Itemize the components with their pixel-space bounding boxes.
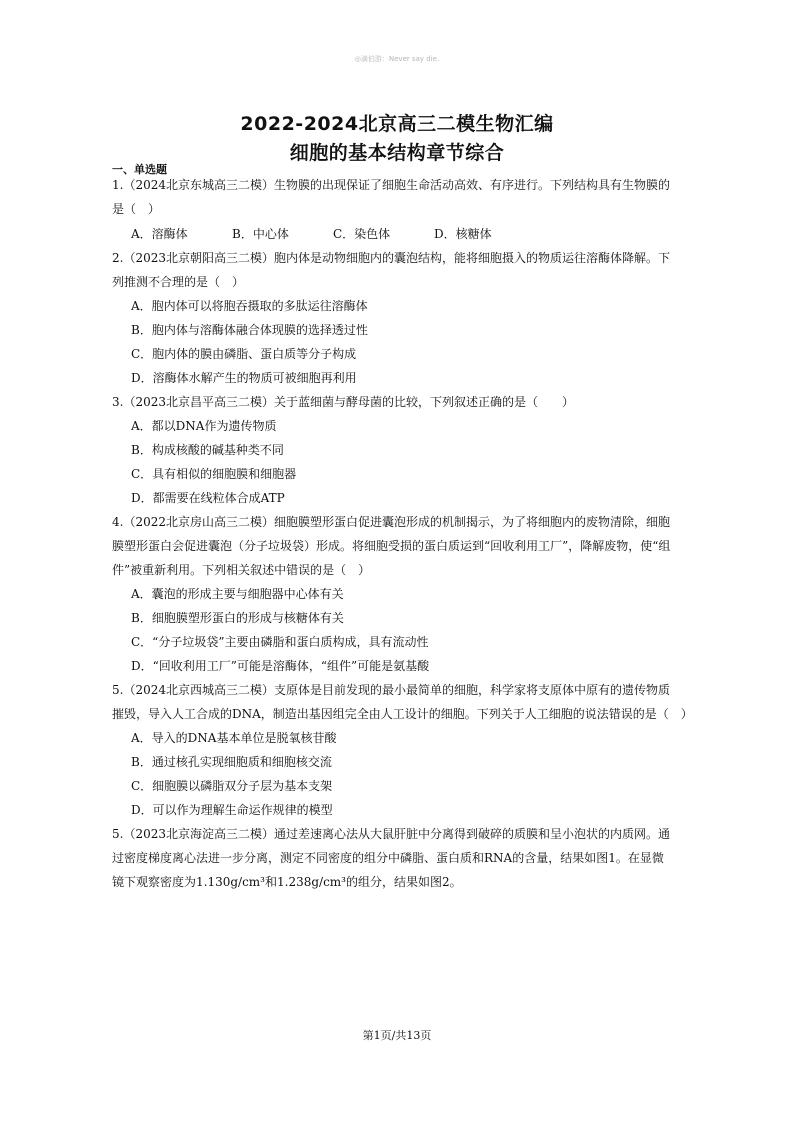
question-1-text: 1.（2024北京东城高三二模）生物膜的出现保证了细胞生命活动高效、有序进行。下列结构具有生物膜的 xyxy=(112,178,670,192)
question-6-text: 5.（2023北京海淀高三二模）通过差速离心法从大鼠肝脏中分离得到破碎的质膜和呈小泡状的内质网。通 xyxy=(112,827,670,841)
question-1-options xyxy=(131,226,535,242)
question-3-text: 3.（2023北京昌平高三二模）关于蓝细菌与酵母菌的比较，下列叙述正确的是（ ） xyxy=(112,395,574,409)
question-3-option-b: B．构成核酸的碱基种类不同 xyxy=(131,443,284,457)
page-number: 第1页/共13页 xyxy=(362,1029,432,1042)
question-4-option-b: B．细胞膜塑形蛋白的形成与核糖体有关 xyxy=(131,611,344,625)
question-5-option-d: D．可以作为理解生命运作规律的模型 xyxy=(131,803,333,817)
question-3-option-c: C．具有相似的细胞膜和细胞器 xyxy=(131,467,297,481)
question-2-option-d: D．溶酶体水解产生的物质可被细胞再利用 xyxy=(131,371,357,385)
question-6-text-cont-2: 镜下观察密度为1.130g/cm³和1.238g/cm³的组分，结果如图2。 xyxy=(112,875,462,889)
question-4-option-a: A．囊泡的形成主要与细胞器中心体有关 xyxy=(131,587,344,601)
question-1-option-a: A．溶酶体 xyxy=(131,227,188,241)
question-2-text: 2.（2023北京朝阳高三二模）胞内体是动物细胞内的囊泡结构，能将细胞摄入的物质运往溶酶体降解。下 xyxy=(112,251,670,265)
question-5-text: 5.（2024北京西城高三二模）支原体是目前发现的最小最简单的细胞，科学家将支原体中原有的遗传物质 xyxy=(112,683,670,697)
question-4-text: 4.（2022北京房山高三二模）细胞膜塑形蛋白促进囊泡形成的机制揭示，为了将细胞内的废物清除，细胞 xyxy=(112,515,670,529)
question-4-text-cont: 膜塑形蛋白会促进囊泡（分子垃圾袋）形成。将细胞受损的蛋白质运到“回收利用工厂”，降解废物，使“组 xyxy=(112,539,671,553)
question-6-text-cont: 过密度梯度离心法进一步分离，测定不同密度的组分中磷脂、蛋白质和RNA的含量，结果如图1。在显微 xyxy=(112,851,664,865)
question-1-option-b: B．中心体 xyxy=(232,227,289,241)
question-3-option-a: A．都以DNA作为遗传物质 xyxy=(131,419,277,433)
question-1-option-c: C．染色体 xyxy=(333,227,391,241)
question-4-text-cont-2: 件”被重新利用。下列相关叙述中错误的是（ ） xyxy=(112,563,371,577)
question-2-option-a: A．胞内体可以将胞吞摄取的多肽运往溶酶体 xyxy=(131,299,368,313)
document-subtitle: 细胞的基本结构章节综合 xyxy=(289,142,505,164)
question-2-option-b: B．胞内体与溶酶体融合体现膜的选择透过性 xyxy=(131,323,368,337)
question-4-option-d: D．“回收利用工厂”可能是溶酶体，“组件”可能是氨基酸 xyxy=(131,659,430,673)
question-2-text-cont: 列推测不合理的是（ ） xyxy=(112,275,245,289)
section-heading: 一、单选题 xyxy=(112,163,167,176)
question-3-option-d: D．都需要在线粒体合成ATP xyxy=(131,491,285,505)
document-title: 2022-2024北京高三二模生物汇编 xyxy=(240,113,554,135)
question-4-option-c: C．“分子垃圾袋”主要由磷脂和蛋白质构成，具有流动性 xyxy=(131,635,429,649)
watermark: ◎滴伯游：Never say die. xyxy=(354,55,440,63)
question-2-option-c: C．胞内体的膜由磷脂、蛋白质等分子构成 xyxy=(131,347,357,361)
question-1-option-d: D．核糖体 xyxy=(434,227,492,241)
question-5-text-cont: 摧毁，导入人工合成的DNA，制造出基因组完全由人工设计的细胞。下列关于人工细胞的说法错误的是（ ） xyxy=(112,707,693,721)
question-1-text-cont: 是（ ） xyxy=(112,202,161,216)
question-5-option-c: C．细胞膜以磷脂双分子层为基本支架 xyxy=(131,779,333,793)
question-5-option-a: A．导入的DNA基本单位是脱氧核苷酸 xyxy=(131,731,337,745)
question-5-option-b: B．通过核孔实现细胞质和细胞核交流 xyxy=(131,755,332,769)
